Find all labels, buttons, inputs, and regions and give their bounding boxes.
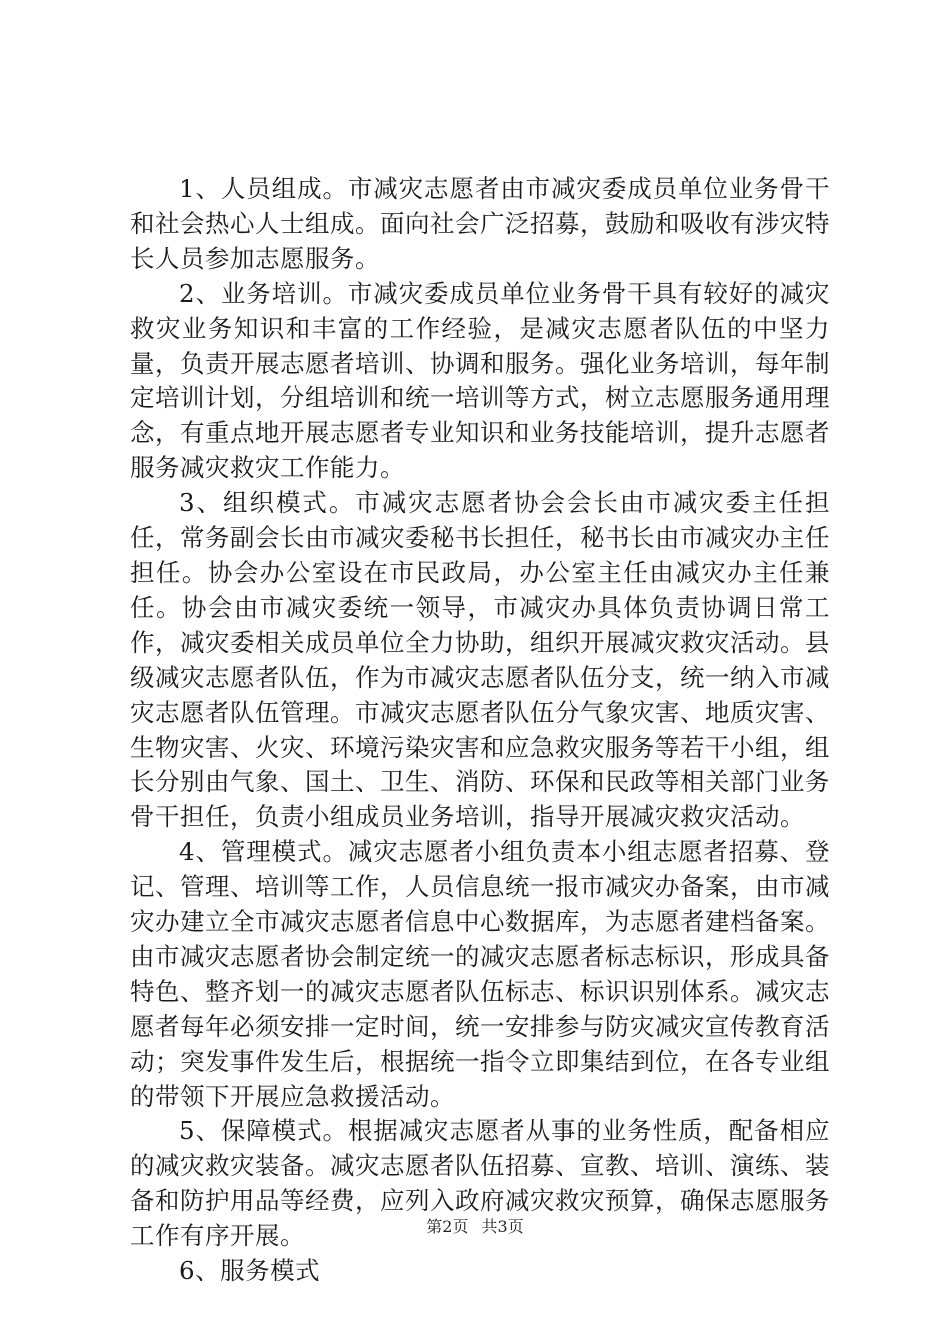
page-number: 第2页 [426, 1217, 469, 1236]
page-total: 共3页 [481, 1217, 524, 1236]
paragraph-organization: 3、组织模式。市减灾志愿者协会会长由市减灾委主任担任，常务副会长由市减灾委秘书长担任，秘书长由市减灾办主任担任。协会办公室设在市民政局，办公室主任由减灾办主任兼任。协会由市减灾委统一领导，市减灾办具体负责协调日常工作，减灾委相关成员单位全力协助，组织开展减灾救灾活动。县级减灾志愿者队伍，作为市减灾志愿者队伍分支，统一纳入市减灾志愿者队伍管理。市减灾志愿者队伍分气象灾害、地质灾害、生物灾害、火灾、环境污染灾害和应急救灾服务等若干小组，组长分别由气象、国土、卫生、消防、环保和民政等相关部门业务骨干担任，负责小组成员业务培训，指导开展减灾救灾活动。 [130, 488, 830, 832]
page-footer [0, 1214, 950, 1237]
paragraph-support: 5、保障模式。根据减灾志愿者从事的业务性质，配备相应的减灾救灾装备。减灾志愿者队伍招募、宣教、培训、演练、装备和防护用品等经费，应列入政府减灾救灾预算，确保志愿服务工作有序开展。 [130, 1116, 830, 1251]
paragraph-service: 6、服务模式 [179, 1256, 321, 1286]
paragraph-management: 4、管理模式。减灾志愿者小组负责本小组志愿者招募、登记、管理、培训等工作，人员信息统一报市减灾办备案，由市减灾办建立全市减灾志愿者信息中心数据库，为志愿者建档备案。由市减灾志愿者协会制定统一的减灾志愿者标志标识，形成具备特色、整齐划一的减灾志愿者队伍标志、标识识别体系。减灾志愿者每年必须安排一定时间，统一安排参与防灾减灾宣传教育活动；突发事件发生后，根据统一指令立即集结到位，在各专业组的带领下开展应急救援活动。 [130, 837, 830, 1111]
paragraph-training: 2、业务培训。市减灾委成员单位业务骨干具有较好的减灾救灾业务知识和丰富的工作经验，是减灾志愿者队伍的中坚力量，负责开展志愿者培训、协调和服务。强化业务培训，每年制定培训计划，分组培训和统一培训等方式，树立志愿服务通用理念，有重点地开展志愿者专业知识和业务技能培训，提升志愿者服务减灾救灾工作能力。 [130, 278, 830, 483]
document-body [130, 172, 830, 1289]
paragraph-personnel: 1、人员组成。市减灾志愿者由市减灾委成员单位业务骨干和社会热心人士组成。面向社会广泛招募，鼓励和吸收有涉灾特长人员参加志愿服务。 [130, 174, 830, 273]
